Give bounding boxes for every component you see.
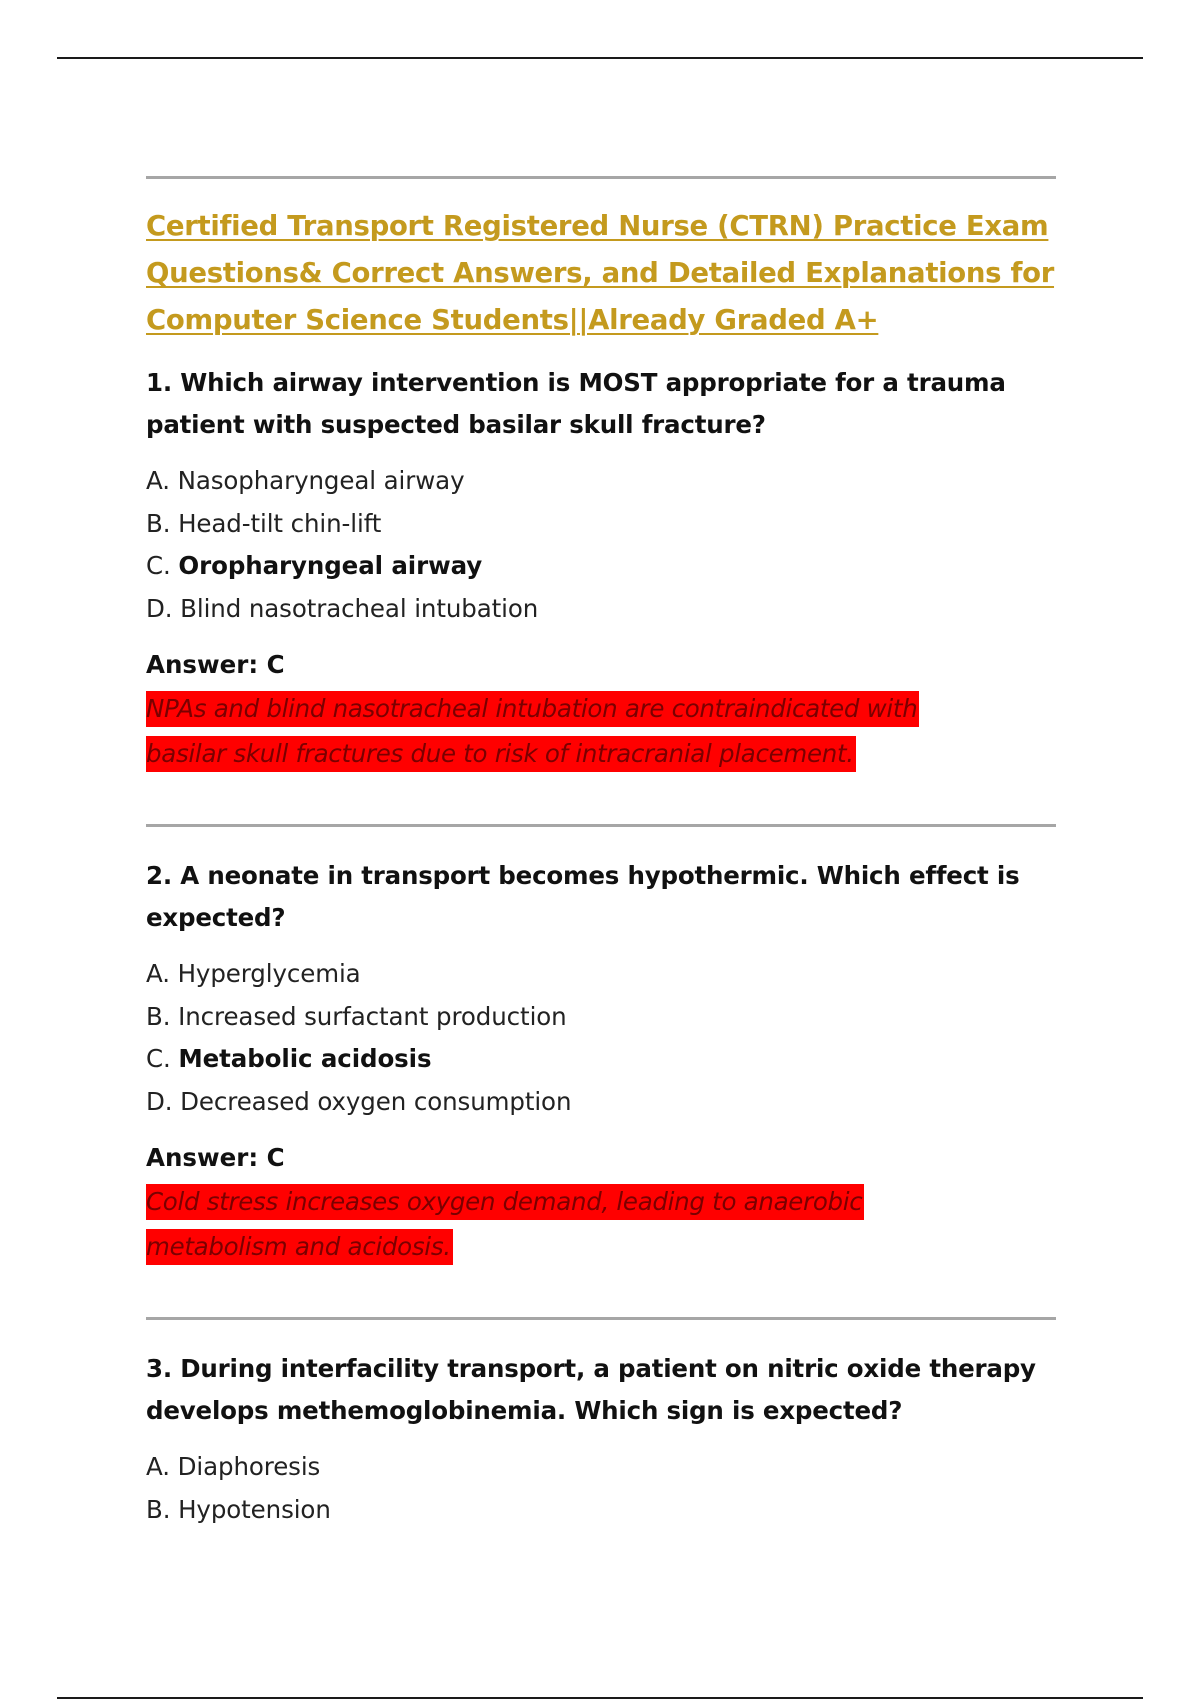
correct-option-text: Metabolic acidosis (178, 1044, 432, 1073)
option-list (146, 953, 1056, 1123)
option-letter: A. (146, 959, 178, 988)
question-block-1 (146, 362, 1056, 778)
option-letter: D. (146, 1086, 181, 1116)
question-line: 3. During interfacility transport, a patient on nitric oxide therapy (146, 1354, 1036, 1383)
explanation-line: NPAs and blind nasotracheal intubation are contraindicated with (146, 691, 919, 727)
page-top-rule (57, 57, 1143, 59)
question-line: patient with suspected basilar skull fracture? (146, 410, 766, 439)
page-bottom-rule (57, 1697, 1143, 1699)
option-letter: D. (146, 593, 181, 623)
explanation-line: basilar skull fractures due to risk of intracranial placement. (146, 736, 856, 772)
option-letter: A. (146, 1452, 178, 1481)
option-text: Blind nasotracheal intubation (180, 593, 539, 623)
title-line: Questions& Correct Answers, and Detailed Explanations for (146, 257, 1055, 289)
explanation-line: Cold stress increases oxygen demand, leading to anaerobic (146, 1184, 864, 1220)
explanation-line: metabolism and acidosis. (146, 1229, 453, 1265)
option-d (146, 1081, 1056, 1124)
option-c (146, 1038, 1056, 1081)
explanation-highlight (146, 688, 1056, 778)
question-line: expected? (146, 903, 286, 932)
question-text (146, 1348, 1056, 1432)
document-title (146, 203, 1056, 344)
title-line: Computer Science Students||Already Graded A+ (146, 304, 879, 336)
option-list (146, 460, 1056, 630)
question-block-3 (146, 1348, 1056, 1531)
answer-label: Answer: C (146, 650, 285, 679)
option-d (146, 588, 1056, 631)
option-a (146, 1446, 1056, 1489)
section-separator (146, 824, 1056, 827)
option-letter: B. (146, 1001, 179, 1031)
option-b (146, 503, 1056, 546)
option-text: Nasopharyngeal airway (177, 466, 465, 495)
question-block-2 (146, 855, 1056, 1271)
option-text: Decreased oxygen consumption (180, 1086, 572, 1116)
option-b (146, 996, 1056, 1039)
option-letter: A. (146, 466, 178, 495)
option-letter: B. (146, 508, 179, 538)
option-text: Head-tilt chin-lift (178, 508, 382, 538)
option-letter: B. (146, 1494, 179, 1524)
correct-option-text: Oropharyngeal airway (178, 551, 483, 580)
option-a (146, 953, 1056, 996)
option-b (146, 1489, 1056, 1532)
option-c (146, 545, 1056, 588)
option-text: Diaphoresis (177, 1452, 321, 1481)
question-line: develops methemoglobinemia. Which sign is expected? (146, 1396, 903, 1425)
option-text: Hyperglycemia (177, 959, 361, 988)
section-separator (146, 176, 1056, 179)
option-letter: C. (146, 1044, 179, 1073)
explanation-highlight (146, 1181, 1056, 1271)
exam-document (146, 176, 1056, 1531)
option-a (146, 460, 1056, 503)
section-separator (146, 1317, 1056, 1320)
title-line: Certified Transport Registered Nurse (CTRN) Practice Exam (146, 210, 1049, 242)
option-letter: C. (146, 551, 179, 580)
question-line: 2. A neonate in transport becomes hypothermic. Which effect is (146, 861, 1020, 890)
question-line: 1. Which airway intervention is MOST appropriate for a trauma (146, 368, 1006, 397)
option-text: Increased surfactant production (178, 1001, 567, 1031)
answer-label: Answer: C (146, 1143, 285, 1172)
option-text: Hypotension (178, 1494, 331, 1524)
question-text (146, 855, 1056, 939)
question-text (146, 362, 1056, 446)
option-list (146, 1446, 1056, 1531)
